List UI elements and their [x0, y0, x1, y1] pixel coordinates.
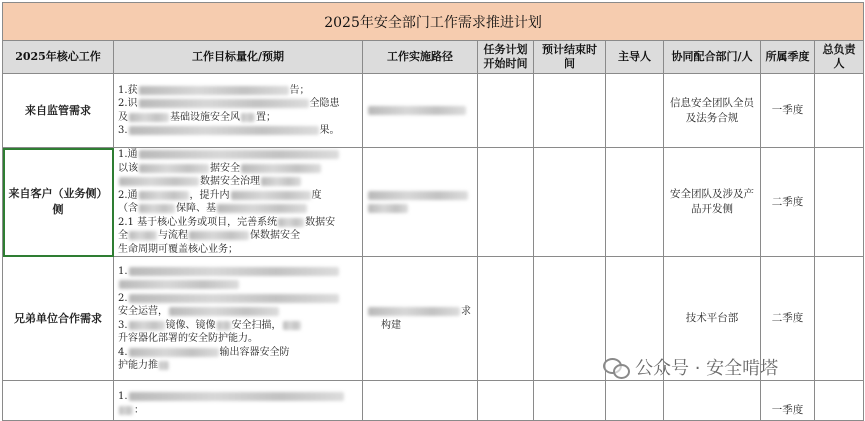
- goal-text: 升容器化部署的安全防护能力。: [118, 333, 258, 344]
- goal-text: 置；: [256, 111, 276, 123]
- goal-text: 1.: [118, 391, 128, 402]
- quarter-cell[interactable]: 一季度: [761, 74, 815, 148]
- header-quarter[interactable]: 所属季度: [761, 41, 815, 74]
- goal-text: 数据安全治理: [200, 176, 260, 187]
- header-end-time[interactable]: 预计结束时间: [534, 41, 606, 74]
- quarter-text: 一季度: [771, 404, 804, 416]
- goal-text: ：: [134, 404, 144, 416]
- goal-text: 输出容器安全防: [219, 346, 290, 358]
- end-time-cell[interactable]: [534, 257, 606, 381]
- goal-text: 护能力推: [118, 360, 158, 371]
- goal-text: （含: [118, 203, 138, 214]
- goal-text: ，提升内: [189, 189, 230, 201]
- partner-cell[interactable]: 技术平台部: [664, 257, 761, 381]
- header-core-work[interactable]: 2025年核心工作: [3, 41, 114, 74]
- start-time-cell[interactable]: [478, 257, 534, 381]
- header-goal[interactable]: 工作目标量化/预期: [114, 41, 363, 74]
- lead-cell[interactable]: [606, 74, 664, 148]
- goal-text: 1.通: [118, 149, 138, 160]
- goal-text: 3.: [118, 319, 128, 331]
- goal-text: 安全运营，: [118, 306, 168, 317]
- owner-cell[interactable]: [815, 257, 864, 381]
- core-work-cell[interactable]: [3, 381, 114, 421]
- partner-cell[interactable]: 信息安全团队全员及法务合规: [664, 74, 761, 148]
- table-row: [3, 148, 864, 257]
- goal-text: 度: [311, 189, 322, 201]
- start-time-cell[interactable]: [478, 381, 534, 421]
- goal-text: 告；: [289, 84, 310, 96]
- watermark: [603, 354, 778, 380]
- goal-text: 2.通: [118, 189, 138, 201]
- goal-text: 据安全: [210, 162, 240, 174]
- goal-cell[interactable]: [114, 148, 363, 257]
- goal-text: 生命周期可覆盖核心业务；: [118, 243, 238, 255]
- goal-text: 全: [118, 230, 128, 241]
- owner-cell[interactable]: [815, 74, 864, 148]
- wechat-icon: [603, 356, 629, 378]
- goal-cell[interactable]: [114, 257, 363, 381]
- owner-cell[interactable]: [815, 148, 864, 257]
- end-time-cell[interactable]: [534, 381, 606, 421]
- partner-cell[interactable]: 安全团队及涉及产品开发侧: [664, 148, 761, 257]
- goal-text: 与流程: [158, 230, 188, 241]
- core-work-cell[interactable]: 来自监管需求: [3, 74, 114, 148]
- path-cell[interactable]: [363, 74, 478, 148]
- goal-text: 及: [118, 111, 128, 123]
- lead-cell[interactable]: [606, 381, 664, 421]
- goal-text: 2.识: [118, 98, 138, 109]
- goal-text: 全隐患: [309, 98, 340, 109]
- watermark-text: 公众号 · 安全啃塔: [635, 358, 779, 379]
- goal-text: 安全扫描，: [231, 319, 282, 331]
- path-text: 构建: [381, 319, 401, 331]
- goal-text: 数据安: [305, 216, 336, 228]
- header-owner[interactable]: 总负责人: [815, 41, 864, 74]
- partner-cell[interactable]: [664, 381, 761, 421]
- owner-cell[interactable]: [815, 381, 864, 421]
- start-time-cell[interactable]: [478, 74, 534, 148]
- quarter-cell[interactable]: 二季度: [761, 148, 815, 257]
- goal-text: 保数据安全: [250, 230, 300, 241]
- goal-text: 1.获: [118, 84, 138, 96]
- header-partner[interactable]: 协同配合部门/人: [664, 41, 761, 74]
- path-cell[interactable]: [363, 381, 478, 421]
- path-cell[interactable]: [363, 257, 478, 381]
- header-lead[interactable]: 主导人: [606, 41, 664, 74]
- header-path[interactable]: 工作实施路径: [363, 41, 478, 74]
- core-work-cell[interactable]: 来自客户（业务侧）侧: [3, 148, 114, 257]
- header-start-time[interactable]: 任务计划开始时间: [478, 41, 534, 74]
- goal-text: 2.: [118, 292, 128, 304]
- quarter-cell[interactable]: 二季度: [761, 257, 815, 381]
- end-time-cell[interactable]: [534, 74, 606, 148]
- goal-text: 基础设施安全风: [170, 111, 240, 123]
- quarter-cell[interactable]: [761, 381, 815, 421]
- end-time-cell[interactable]: [534, 148, 606, 257]
- start-time-cell[interactable]: [478, 148, 534, 257]
- goal-text: 2.1 基于核心业务或项目，完善系统: [118, 216, 278, 228]
- goal-text: 3.: [118, 125, 128, 136]
- table-row: [3, 381, 864, 421]
- goal-cell[interactable]: [114, 74, 363, 148]
- goal-text: 4.: [118, 346, 128, 358]
- goal-text: 1.: [118, 265, 128, 277]
- goal-text: 以该: [118, 162, 138, 174]
- goal-text: 镜像、镜像: [165, 319, 216, 331]
- core-work-cell[interactable]: 兄弟单位合作需求: [3, 257, 114, 381]
- path-cell[interactable]: [363, 148, 478, 257]
- goal-text: 果。: [319, 125, 340, 136]
- goal-cell[interactable]: [114, 381, 363, 421]
- lead-cell[interactable]: [606, 148, 664, 257]
- goal-text: 保障、基: [176, 203, 216, 214]
- path-text: 求: [461, 306, 471, 317]
- sheet-title[interactable]: 2025年安全部门工作需求推进计划: [3, 3, 864, 41]
- table-row: [3, 74, 864, 148]
